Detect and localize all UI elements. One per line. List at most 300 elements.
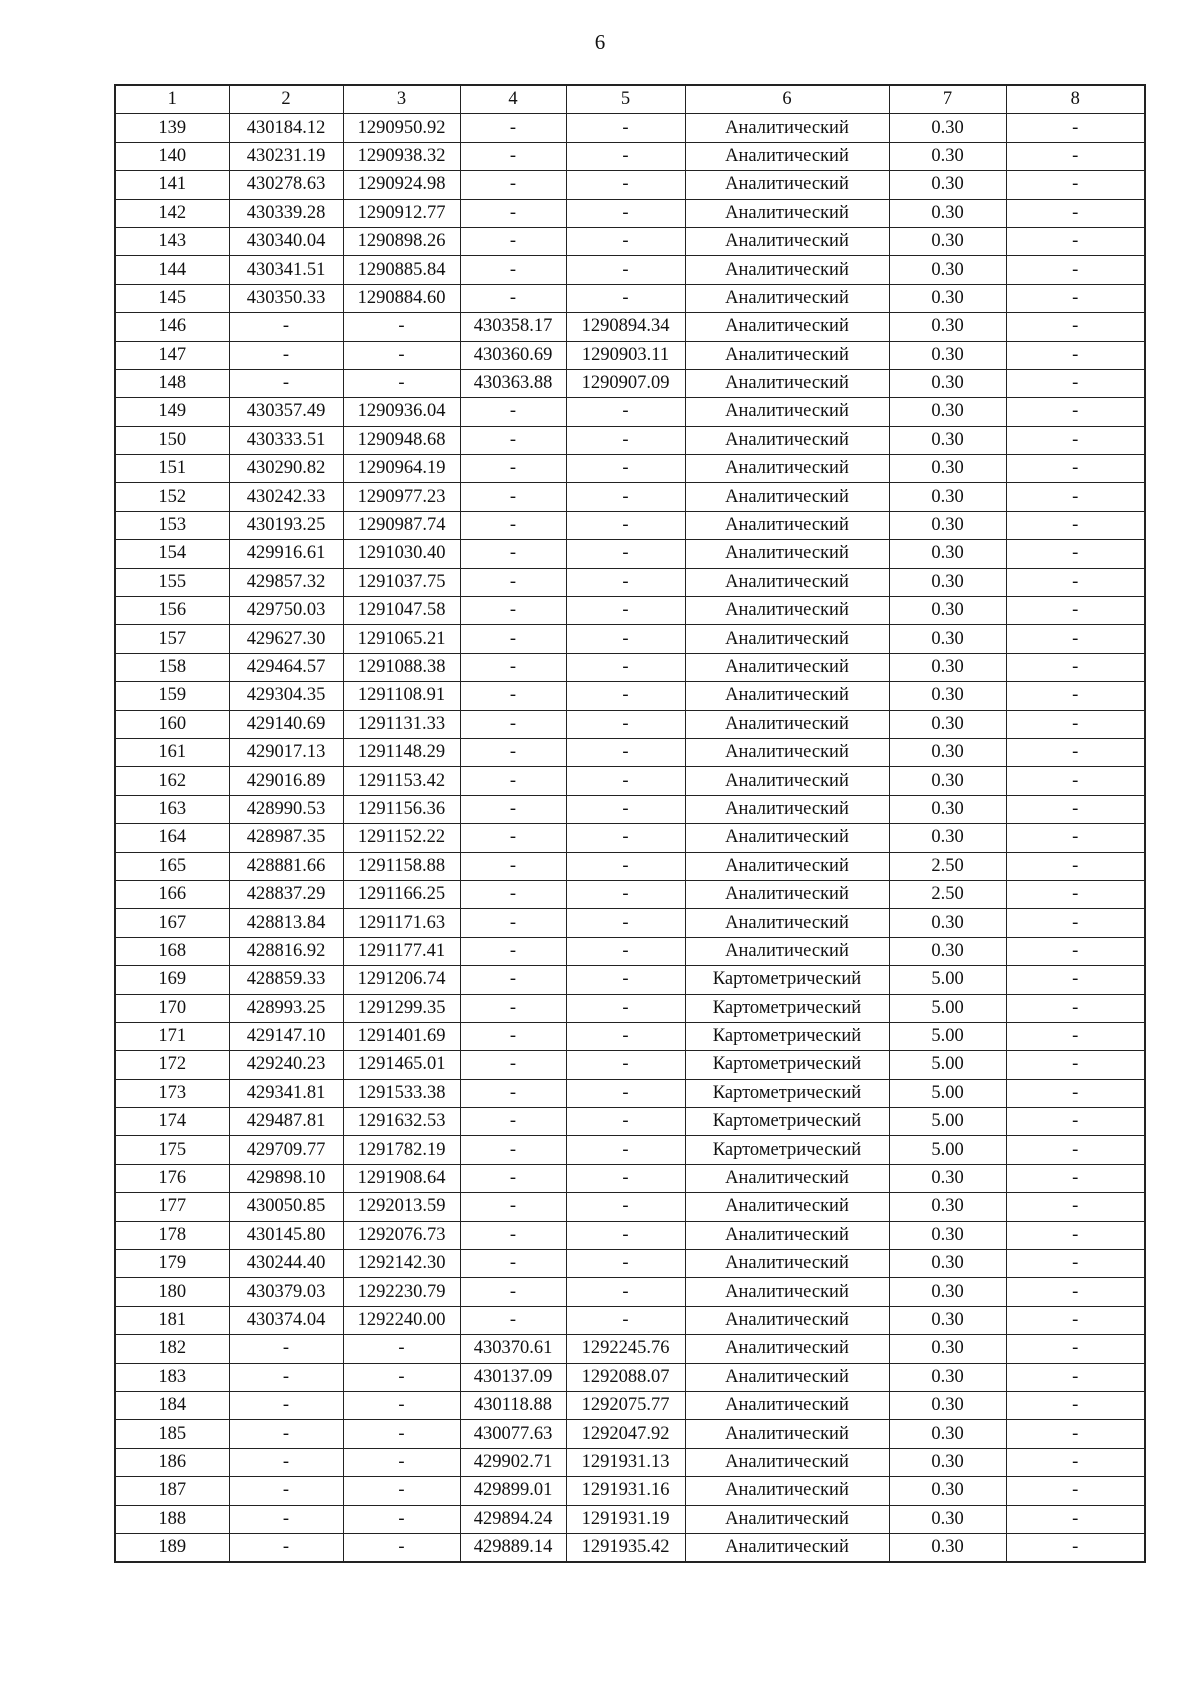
table-cell: 1291935.42 — [566, 1533, 685, 1562]
table-cell: 0.30 — [889, 824, 1006, 852]
table-cell: - — [1006, 994, 1145, 1022]
table-row — [115, 313, 1145, 341]
table-cell: 0.30 — [889, 1420, 1006, 1448]
table-cell: - — [1006, 795, 1145, 823]
table-cell: - — [460, 1306, 566, 1334]
table-cell: 430340.04 — [229, 227, 343, 255]
table-cell: 169 — [115, 966, 229, 994]
table-row — [115, 256, 1145, 284]
table-row — [115, 1505, 1145, 1533]
table-cell: - — [460, 1221, 566, 1249]
table-cell: - — [460, 682, 566, 710]
table-cell: 430358.17 — [460, 313, 566, 341]
table-cell: 0.30 — [889, 1363, 1006, 1391]
table-cell: - — [229, 313, 343, 341]
table-cell: - — [460, 1051, 566, 1079]
table-cell: 1290977.23 — [343, 483, 460, 511]
table-cell: - — [460, 455, 566, 483]
table-cell: - — [460, 653, 566, 681]
table-cell: Аналитический — [685, 426, 889, 454]
table-cell: - — [566, 597, 685, 625]
table-cell: - — [1006, 114, 1145, 142]
column-header: 4 — [460, 85, 566, 114]
table-cell: - — [229, 341, 343, 369]
table-cell: 430357.49 — [229, 398, 343, 426]
table-cell: 181 — [115, 1306, 229, 1334]
table-row — [115, 795, 1145, 823]
table-cell: - — [566, 1022, 685, 1050]
table-cell: - — [566, 1193, 685, 1221]
table-cell: 0.30 — [889, 284, 1006, 312]
table-row — [115, 1477, 1145, 1505]
table-cell: - — [566, 199, 685, 227]
table-cell: Картометрический — [685, 1136, 889, 1164]
table-cell: 1291908.64 — [343, 1164, 460, 1192]
table-cell: - — [566, 256, 685, 284]
table-cell: 148 — [115, 369, 229, 397]
table-cell: 153 — [115, 511, 229, 539]
table-row — [115, 1136, 1145, 1164]
table-cell: 1292075.77 — [566, 1391, 685, 1419]
table-cell: - — [566, 568, 685, 596]
table-cell: 1292013.59 — [343, 1193, 460, 1221]
table-row — [115, 852, 1145, 880]
table-cell: 1291206.74 — [343, 966, 460, 994]
table-cell: 0.30 — [889, 909, 1006, 937]
table-cell: - — [460, 398, 566, 426]
table-row — [115, 625, 1145, 653]
table-cell: - — [1006, 852, 1145, 880]
table-cell: Аналитический — [685, 1221, 889, 1249]
table-cell: 177 — [115, 1193, 229, 1221]
table-cell: 429487.81 — [229, 1108, 343, 1136]
table-cell: Аналитический — [685, 114, 889, 142]
table-cell: 187 — [115, 1477, 229, 1505]
table-cell: 429898.10 — [229, 1164, 343, 1192]
table-cell: - — [566, 1136, 685, 1164]
table-cell: 5.00 — [889, 966, 1006, 994]
table-cell: 1291533.38 — [343, 1079, 460, 1107]
table-cell: 428987.35 — [229, 824, 343, 852]
column-header: 8 — [1006, 85, 1145, 114]
table-cell: - — [1006, 1079, 1145, 1107]
table-cell: 1291166.25 — [343, 880, 460, 908]
table-cell: 0.30 — [889, 341, 1006, 369]
table-cell: - — [460, 767, 566, 795]
table-cell: Аналитический — [685, 653, 889, 681]
table-row — [115, 199, 1145, 227]
table-cell: 1290898.26 — [343, 227, 460, 255]
table-cell: - — [1006, 1335, 1145, 1363]
table-cell: - — [1006, 653, 1145, 681]
table-cell: 184 — [115, 1391, 229, 1419]
table-row — [115, 1079, 1145, 1107]
table-cell: 179 — [115, 1250, 229, 1278]
table-cell: Аналитический — [685, 483, 889, 511]
table-cell: 430244.40 — [229, 1250, 343, 1278]
table-cell: Картометрический — [685, 1022, 889, 1050]
table-cell: 186 — [115, 1448, 229, 1476]
table-cell: 0.30 — [889, 1533, 1006, 1562]
table-cell: - — [566, 511, 685, 539]
table-row — [115, 1278, 1145, 1306]
table-cell: 0.30 — [889, 1477, 1006, 1505]
table-cell: - — [1006, 1306, 1145, 1334]
table-cell: 144 — [115, 256, 229, 284]
table-cell: - — [566, 682, 685, 710]
table-cell: - — [1006, 540, 1145, 568]
table-cell: Аналитический — [685, 1278, 889, 1306]
table-cell: - — [566, 994, 685, 1022]
table-cell: - — [1006, 398, 1145, 426]
table-cell: - — [460, 824, 566, 852]
table-cell: - — [566, 653, 685, 681]
table-cell: - — [1006, 1278, 1145, 1306]
table-cell: 430145.80 — [229, 1221, 343, 1249]
table-cell: 5.00 — [889, 1079, 1006, 1107]
table-cell: - — [1006, 682, 1145, 710]
table-cell: 176 — [115, 1164, 229, 1192]
table-cell: 0.30 — [889, 1250, 1006, 1278]
table-row — [115, 994, 1145, 1022]
table-cell: 0.30 — [889, 710, 1006, 738]
table-cell: Аналитический — [685, 1193, 889, 1221]
column-header: 2 — [229, 85, 343, 114]
table-cell: Аналитический — [685, 1335, 889, 1363]
table-cell: - — [460, 142, 566, 170]
table-cell: - — [343, 313, 460, 341]
table-cell: 0.30 — [889, 426, 1006, 454]
table-cell: - — [566, 795, 685, 823]
table-cell: Аналитический — [685, 597, 889, 625]
table-cell: - — [566, 426, 685, 454]
table-cell: 158 — [115, 653, 229, 681]
table-cell: - — [343, 1391, 460, 1419]
table-cell: 146 — [115, 313, 229, 341]
table-cell: - — [460, 710, 566, 738]
table-cell: 1292240.00 — [343, 1306, 460, 1334]
table-cell: 429889.14 — [460, 1533, 566, 1562]
table-cell: - — [1006, 710, 1145, 738]
column-header: 6 — [685, 85, 889, 114]
table-row — [115, 142, 1145, 170]
table-cell: 430118.88 — [460, 1391, 566, 1419]
table-cell: - — [1006, 738, 1145, 766]
table-cell: 147 — [115, 341, 229, 369]
table-cell: 160 — [115, 710, 229, 738]
table-cell: 150 — [115, 426, 229, 454]
table-cell: Аналитический — [685, 398, 889, 426]
table-cell: - — [1006, 568, 1145, 596]
table-cell: - — [460, 909, 566, 937]
table-cell: 0.30 — [889, 398, 1006, 426]
table-cell: 1291299.35 — [343, 994, 460, 1022]
table-cell: 0.30 — [889, 227, 1006, 255]
table-cell: - — [1006, 880, 1145, 908]
table-cell: Аналитический — [685, 369, 889, 397]
table-cell: 430231.19 — [229, 142, 343, 170]
table-row — [115, 880, 1145, 908]
table-header-row — [115, 85, 1145, 114]
table-cell: 1292088.07 — [566, 1363, 685, 1391]
table-cell: Аналитический — [685, 852, 889, 880]
table-row — [115, 1108, 1145, 1136]
table-cell: 430137.09 — [460, 1363, 566, 1391]
table-cell: 149 — [115, 398, 229, 426]
table-cell: 429750.03 — [229, 597, 343, 625]
table-cell: 174 — [115, 1108, 229, 1136]
table-cell: 428990.53 — [229, 795, 343, 823]
table-cell: Аналитический — [685, 171, 889, 199]
table-row — [115, 1306, 1145, 1334]
table-row — [115, 1051, 1145, 1079]
table-cell: 2.50 — [889, 880, 1006, 908]
table-cell: 164 — [115, 824, 229, 852]
table-cell: - — [460, 1022, 566, 1050]
table-cell: 0.30 — [889, 369, 1006, 397]
table-cell: 0.30 — [889, 795, 1006, 823]
table-cell: - — [1006, 937, 1145, 965]
table-cell: - — [566, 483, 685, 511]
table-cell: 0.30 — [889, 1221, 1006, 1249]
table-cell: 0.30 — [889, 199, 1006, 227]
table-cell: - — [460, 937, 566, 965]
table-cell: - — [566, 937, 685, 965]
table-cell: 1291632.53 — [343, 1108, 460, 1136]
table-cell: - — [1006, 1022, 1145, 1050]
table-cell: - — [460, 256, 566, 284]
table-cell: - — [1006, 1533, 1145, 1562]
table-cell: - — [343, 1420, 460, 1448]
table-cell: 0.30 — [889, 1335, 1006, 1363]
table-cell: 0.30 — [889, 171, 1006, 199]
table-cell: - — [460, 114, 566, 142]
table-row — [115, 1164, 1145, 1192]
table-cell: - — [1006, 1136, 1145, 1164]
table-cell: 183 — [115, 1363, 229, 1391]
table-row — [115, 1221, 1145, 1249]
column-header: 7 — [889, 85, 1006, 114]
table-cell: - — [566, 114, 685, 142]
table-cell: 1291037.75 — [343, 568, 460, 596]
table-cell: 1290884.60 — [343, 284, 460, 312]
table-cell: 429627.30 — [229, 625, 343, 653]
table-cell: 154 — [115, 540, 229, 568]
table-cell: 185 — [115, 1420, 229, 1448]
table-cell: - — [460, 1250, 566, 1278]
table-cell: 156 — [115, 597, 229, 625]
table-cell: - — [1006, 369, 1145, 397]
table-cell: - — [1006, 284, 1145, 312]
table-cell: 1291401.69 — [343, 1022, 460, 1050]
table-cell: - — [460, 1278, 566, 1306]
table-cell: 1290907.09 — [566, 369, 685, 397]
table-row — [115, 483, 1145, 511]
table-cell: 430077.63 — [460, 1420, 566, 1448]
table-cell: - — [343, 1448, 460, 1476]
table-cell: - — [566, 1278, 685, 1306]
table-cell: - — [229, 1448, 343, 1476]
table-cell: 152 — [115, 483, 229, 511]
table-cell: 1291156.36 — [343, 795, 460, 823]
table-cell: 0.30 — [889, 625, 1006, 653]
table-row — [115, 1391, 1145, 1419]
table-cell: 1291088.38 — [343, 653, 460, 681]
table-cell: Аналитический — [685, 199, 889, 227]
table-cell: 157 — [115, 625, 229, 653]
table-cell: Аналитический — [685, 511, 889, 539]
table-cell: - — [566, 824, 685, 852]
table-cell: 429709.77 — [229, 1136, 343, 1164]
table-row — [115, 540, 1145, 568]
table-cell: - — [229, 1505, 343, 1533]
table-cell: - — [566, 1108, 685, 1136]
table-cell: Аналитический — [685, 284, 889, 312]
table-cell: - — [566, 909, 685, 937]
table-cell: 173 — [115, 1079, 229, 1107]
table-cell: - — [1006, 455, 1145, 483]
table-cell: - — [460, 880, 566, 908]
table-cell: - — [566, 966, 685, 994]
table-cell: 180 — [115, 1278, 229, 1306]
table-cell: 1292245.76 — [566, 1335, 685, 1363]
table-cell: - — [566, 1164, 685, 1192]
table-cell: - — [460, 966, 566, 994]
table-cell: 0.30 — [889, 1164, 1006, 1192]
table-cell: - — [566, 455, 685, 483]
table-cell: - — [229, 1420, 343, 1448]
table-cell: 0.30 — [889, 313, 1006, 341]
table-cell: Аналитический — [685, 540, 889, 568]
table-cell: 429464.57 — [229, 653, 343, 681]
table-cell: - — [229, 1363, 343, 1391]
table-cell: 0.30 — [889, 682, 1006, 710]
table-row — [115, 568, 1145, 596]
table-cell: Аналитический — [685, 1250, 889, 1278]
table-row — [115, 369, 1145, 397]
table-cell: 0.30 — [889, 114, 1006, 142]
table-cell: - — [460, 994, 566, 1022]
table-cell: 188 — [115, 1505, 229, 1533]
table-cell: - — [460, 1079, 566, 1107]
table-cell: 0.30 — [889, 540, 1006, 568]
table-row — [115, 909, 1145, 937]
table-cell: 430339.28 — [229, 199, 343, 227]
table-cell: - — [566, 710, 685, 738]
table-cell: 175 — [115, 1136, 229, 1164]
table-cell: 140 — [115, 142, 229, 170]
table-cell: 1290924.98 — [343, 171, 460, 199]
table-cell: Картометрический — [685, 1079, 889, 1107]
table-cell: - — [1006, 511, 1145, 539]
table-cell: Аналитический — [685, 795, 889, 823]
table-cell: 161 — [115, 738, 229, 766]
table-cell: 429916.61 — [229, 540, 343, 568]
table-cell: 1291931.13 — [566, 1448, 685, 1476]
table-cell: 1291047.58 — [343, 597, 460, 625]
table-cell: Аналитический — [685, 1306, 889, 1334]
table-cell: - — [566, 738, 685, 766]
table-row — [115, 511, 1145, 539]
table-cell: Аналитический — [685, 824, 889, 852]
table-cell: 0.30 — [889, 568, 1006, 596]
table-cell: - — [1006, 1363, 1145, 1391]
table-cell: 159 — [115, 682, 229, 710]
table-cell: Аналитический — [685, 1363, 889, 1391]
table-row — [115, 1363, 1145, 1391]
table-row — [115, 341, 1145, 369]
table-cell: - — [460, 795, 566, 823]
table-row — [115, 738, 1145, 766]
table-cell: 430184.12 — [229, 114, 343, 142]
table-cell: 171 — [115, 1022, 229, 1050]
table-cell: 5.00 — [889, 1051, 1006, 1079]
table-cell: - — [1006, 1051, 1145, 1079]
table-cell: 0.30 — [889, 256, 1006, 284]
table-cell: - — [1006, 1477, 1145, 1505]
table-cell: - — [460, 227, 566, 255]
table-cell: 429240.23 — [229, 1051, 343, 1079]
table-cell: 430370.61 — [460, 1335, 566, 1363]
table-cell: Картометрический — [685, 966, 889, 994]
table-cell: Аналитический — [685, 227, 889, 255]
table-cell: Аналитический — [685, 455, 889, 483]
table-cell: - — [460, 540, 566, 568]
table-cell: 5.00 — [889, 994, 1006, 1022]
table-cell: 430363.88 — [460, 369, 566, 397]
table-cell: - — [566, 398, 685, 426]
table-cell: Аналитический — [685, 256, 889, 284]
table-cell: - — [1006, 1221, 1145, 1249]
table-cell: - — [1006, 1250, 1145, 1278]
table-cell: - — [229, 369, 343, 397]
table-row — [115, 171, 1145, 199]
table-cell: - — [1006, 313, 1145, 341]
table-cell: 5.00 — [889, 1108, 1006, 1136]
table-cell: 430374.04 — [229, 1306, 343, 1334]
table-cell: 429304.35 — [229, 682, 343, 710]
table-cell: 428813.84 — [229, 909, 343, 937]
table-cell: Аналитический — [685, 568, 889, 596]
table-cell: - — [460, 625, 566, 653]
table-cell: 163 — [115, 795, 229, 823]
table-cell: 428859.33 — [229, 966, 343, 994]
table-cell: - — [460, 738, 566, 766]
table-cell: Аналитический — [685, 625, 889, 653]
table-row — [115, 767, 1145, 795]
table-cell: Аналитический — [685, 767, 889, 795]
table-cell: Аналитический — [685, 313, 889, 341]
table-cell: 0.30 — [889, 937, 1006, 965]
table-cell: 2.50 — [889, 852, 1006, 880]
table-cell: 145 — [115, 284, 229, 312]
table-cell: Аналитический — [685, 682, 889, 710]
table-cell: 428993.25 — [229, 994, 343, 1022]
table-cell: 1291931.16 — [566, 1477, 685, 1505]
table-cell: - — [1006, 171, 1145, 199]
table-cell: 0.30 — [889, 1391, 1006, 1419]
table-cell: - — [343, 1533, 460, 1562]
table-row — [115, 398, 1145, 426]
table-cell: - — [566, 1051, 685, 1079]
table-cell: Аналитический — [685, 1505, 889, 1533]
table-cell: 1292230.79 — [343, 1278, 460, 1306]
table-cell: - — [1006, 1505, 1145, 1533]
table-cell: - — [1006, 227, 1145, 255]
table-cell: 429899.01 — [460, 1477, 566, 1505]
table-cell: - — [460, 171, 566, 199]
table-row — [115, 284, 1145, 312]
